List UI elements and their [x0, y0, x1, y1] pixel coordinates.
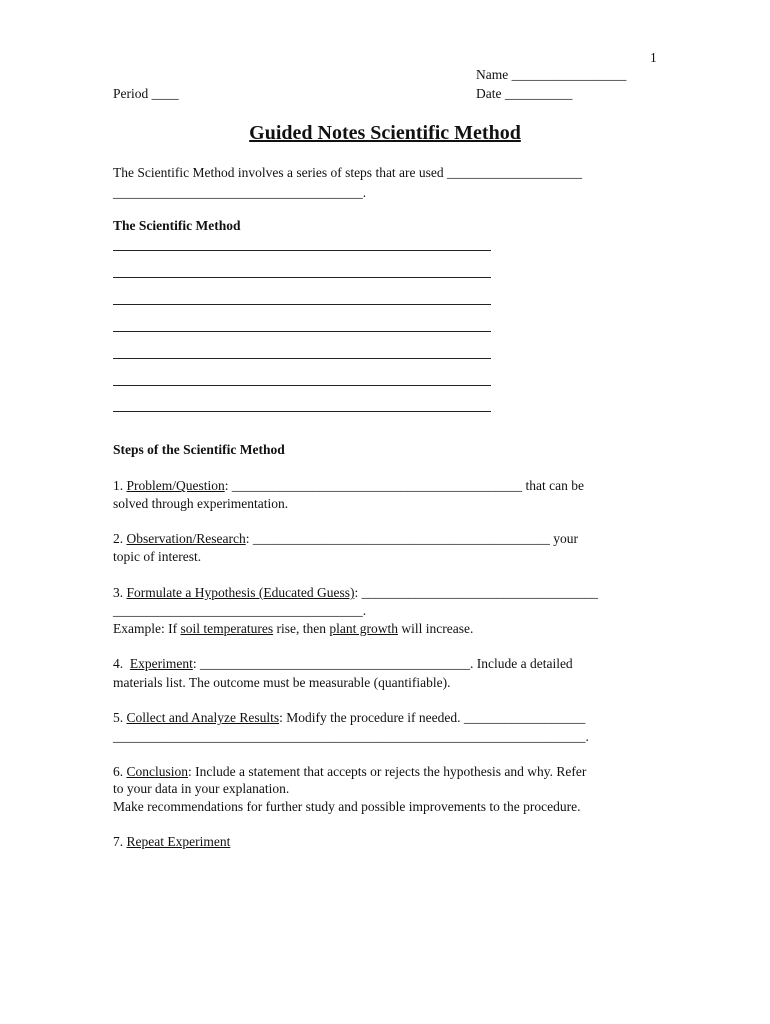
step-3: 3. Formulate a Hypothesis (Educated Guess): ___________________________________: [113, 585, 598, 600]
step-4-line-2: materials list. The outcome must be measurable (quantifiable).: [113, 675, 451, 690]
step-4: 4. Experiment: ________________________________________. Include a detailed: [113, 656, 573, 671]
blank-line-3[interactable]: [113, 304, 491, 305]
step-3-term: Formulate a Hypothesis (Educated Guess): [126, 585, 355, 600]
blank-line-4[interactable]: [113, 331, 491, 332]
section-heading-steps: Steps of the Scientific Method: [113, 442, 285, 457]
step-3-line-2: _____________________________________.: [113, 603, 367, 618]
blank-line-6[interactable]: [113, 385, 491, 386]
step-5-term: Collect and Analyze Results: [126, 710, 280, 725]
step-4-term: Experiment: [129, 656, 193, 671]
blank-line-7[interactable]: [113, 411, 491, 412]
step-6-line-2: to your data in your explanation.: [113, 781, 290, 796]
blank-line-1[interactable]: [113, 250, 491, 251]
step-2-line-2: topic of interest.: [113, 549, 202, 564]
step-6-line-3: Make recommendations for further study and possible improvements to the procedure.: [113, 799, 581, 814]
date-field[interactable]: Date __________: [476, 86, 573, 101]
step-5-line-2: ______________________________________________________________________.: [113, 729, 589, 744]
page-number: 1: [650, 50, 657, 65]
blank-line-2[interactable]: [113, 277, 491, 278]
step-1-term: Problem/Question: [126, 478, 225, 493]
step-6: 6. Conclusion: Include a statement that accepts or rejects the hypothesis and why. Refer: [113, 764, 587, 779]
intro-line-1: The Scientific Method involves a series of steps that are used ____________________: [113, 165, 583, 180]
section-heading-scientific-method: The Scientific Method: [113, 218, 241, 233]
step-6-term: Conclusion: [126, 764, 189, 779]
step-7-term: Repeat Experiment: [126, 834, 231, 849]
step-1: 1. Problem/Question: ___________________________________________ that can be: [113, 478, 584, 493]
name-field[interactable]: Name _________________: [476, 67, 627, 82]
step-2: 2. Observation/Research: ____________________________________________ your: [113, 531, 578, 546]
step-7: 7. Repeat Experiment: [113, 834, 231, 849]
step-3-example: Example: If soil temperatures rise, then plant growth will increase.: [113, 621, 474, 636]
step-2-term: Observation/Research: [126, 531, 246, 546]
intro-line-2: _____________________________________.: [113, 185, 367, 200]
step-1-line-2: solved through experimentation.: [113, 496, 289, 511]
step-5: 5. Collect and Analyze Results: Modify the procedure if needed. __________________: [113, 710, 586, 725]
page-title: Guided Notes Scientific Method: [249, 122, 521, 144]
period-field[interactable]: Period ____: [113, 86, 179, 101]
blank-line-5[interactable]: [113, 358, 491, 359]
